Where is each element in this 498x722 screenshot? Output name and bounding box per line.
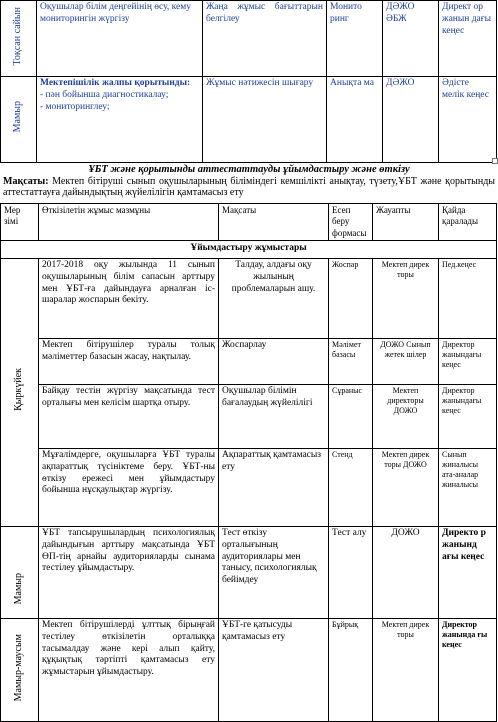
header-responsible: Жауапты <box>373 204 439 241</box>
content-cell: Мұғалімдерге, оқушыларға ҰБТ туралы ақпараттық түсініктеме беру. ҰБТ-ны өткізу ережесі мен ұйымдастыру бойынша нұсқаулықтар жүргізу. <box>39 448 219 526</box>
result-cell: Директор жанында ғы кеңес <box>439 618 497 721</box>
header-content: Өткізілетін жұмыс мазмұны <box>39 204 219 241</box>
form-cell: Стенд <box>329 448 373 526</box>
form-cell: Мәлімет базасы <box>329 338 373 384</box>
purpose-cell: Оқушылар білімін бағалаудың жүйелілігі <box>219 384 329 448</box>
content-cell: Мектеп бітірушілер туралы толық мәліметтер базасын жасау, нақтылау. <box>39 338 219 384</box>
section-title: ҰБТ және қорытынды аттестаттауды ұйымдастыру және өткізу <box>88 164 410 175</box>
content-cell: Байқау тестін жүргізу мақсатында тест орталығы мен келісім шартқа отыру. <box>39 384 219 448</box>
responsible-cell: Мектеп дирек торы <box>373 618 439 721</box>
table-row <box>1 448 497 526</box>
summary-row <box>1 77 497 163</box>
responsible-cell: ДӘЖО ӘБЖ <box>383 1 439 77</box>
form-cell: Тест алу <box>329 526 373 618</box>
form-cell: Сұраныс <box>329 384 373 448</box>
period-cell: Қыркүйек <box>1 258 39 526</box>
content-cell: ҰБТ тапсырушылардың психологиялық дайындығын арттыру мақсатында ҰБТ ӨП-тің арнайы аудиторияларды сынама тестілеу ұйымдастыру. <box>39 526 219 618</box>
monitoring-table <box>0 0 497 163</box>
result-cell: Сынып жиналысы ата-аналар жиналысы <box>439 448 497 526</box>
purpose-cell: Жұмыс нәтижесін шығару <box>203 77 327 163</box>
period-cell: Мамыр-маусым <box>1 618 39 721</box>
table-header-row <box>1 204 497 241</box>
period-cell: Мамыр <box>1 77 37 163</box>
form-cell: Анықта ма <box>327 77 383 163</box>
responsible-cell: ДОЖО Сынып жетек шілер <box>373 338 439 384</box>
responsible-cell: Мектеп дирек торы ДОЖО <box>373 448 439 526</box>
responsible-cell: ДӘЖО <box>383 77 439 163</box>
aim-paragraph <box>3 176 495 198</box>
table-row <box>1 618 497 721</box>
content-item: - мониторинглеу; <box>40 101 110 112</box>
content-item: - пән бойынша диагностикалау; <box>40 89 169 100</box>
result-cell: Әдісте мелік кеңес <box>439 77 497 163</box>
purpose-cell: ҰБТ-ге қатысуды қамтамасыз ету <box>219 618 329 721</box>
content-cell <box>37 77 203 163</box>
result-cell: Директо р жанынд ағы кеңес <box>439 526 497 618</box>
period-cell: Мамыр <box>1 526 39 618</box>
form-cell: Жоспар <box>329 258 373 338</box>
table-row <box>1 526 497 618</box>
table-row <box>1 384 497 448</box>
result-cell: Директор жанындағы кеңес <box>439 338 497 384</box>
result-cell: Директ ор жанын дағы кеңес <box>439 1 497 77</box>
content-cell: Оқушылар білім деңгейінің өсу, кему мониторингін жүргізу <box>37 1 203 77</box>
content-cell: Мектеп бітірушілерді ұлттық бірыңғай тестілеу өткізілетін орталыққа тасымалдау және кері алып қайту, құқықтық тәртіпті қамтамасыз ету жұмыстарын ұйымдастыру. <box>39 618 219 721</box>
result-cell: Пед.кеңес <box>439 258 497 338</box>
plan-table <box>0 203 497 722</box>
period-cell: Тоқсан сайын <box>1 1 37 77</box>
table-row <box>1 258 497 338</box>
header-form: Есеп беру формасы <box>329 204 373 241</box>
purpose-cell: Тест өткізу орталығының аудиториялары мен танысу, психологиялық бейімдеу <box>219 526 329 618</box>
section-row <box>1 240 497 258</box>
section-heading: Ұйымдастыру жұмыстары <box>1 240 497 258</box>
responsible-cell: Мектеп дирек торы <box>373 258 439 338</box>
header-period: Мер зімі <box>1 204 39 241</box>
header-purpose: Мақсаты <box>219 204 329 241</box>
result-cell: Директор жанындағы кеңес <box>439 384 497 448</box>
header-result: Қайда қаралады <box>439 204 497 241</box>
responsible-cell: ДОЖО <box>373 526 439 618</box>
form-cell: Монито ринг <box>327 1 383 77</box>
form-cell: Бұйрық <box>329 618 373 721</box>
table-row <box>1 338 497 384</box>
responsible-cell: Мектеп директоры ДОЖО <box>373 384 439 448</box>
aim-label: Мақсаты: <box>3 176 49 187</box>
purpose-cell: Ақпараттық қамтамасыз ету <box>219 448 329 526</box>
purpose-cell: Талдау, алдағы оқу жылының проблемаларын ашу. <box>219 258 329 338</box>
purpose-cell: Жаңа жұмыс бағыттарын белгілеу <box>203 1 327 77</box>
content-title: Мектепішілік жалпы қорытынды: <box>40 78 191 88</box>
content-cell: 2017-2018 оқу жылында 11 сынып оқушыларының білім сапасын арттыру мен ҰБТ-ға дайындауға арналған іс-шаралар жоспарын бекіту. <box>39 258 219 338</box>
monitoring-row <box>1 1 497 77</box>
aim-text: Мектеп бітіруші сынып оқушыларының біліміндегі кемшілікті анықтау, түзету,ҰБТ және қорытынды аттестаттауға дайындықтың жүйелілігін қамтамасыз ету <box>3 176 495 198</box>
purpose-cell: Жоспарлау <box>219 338 329 384</box>
